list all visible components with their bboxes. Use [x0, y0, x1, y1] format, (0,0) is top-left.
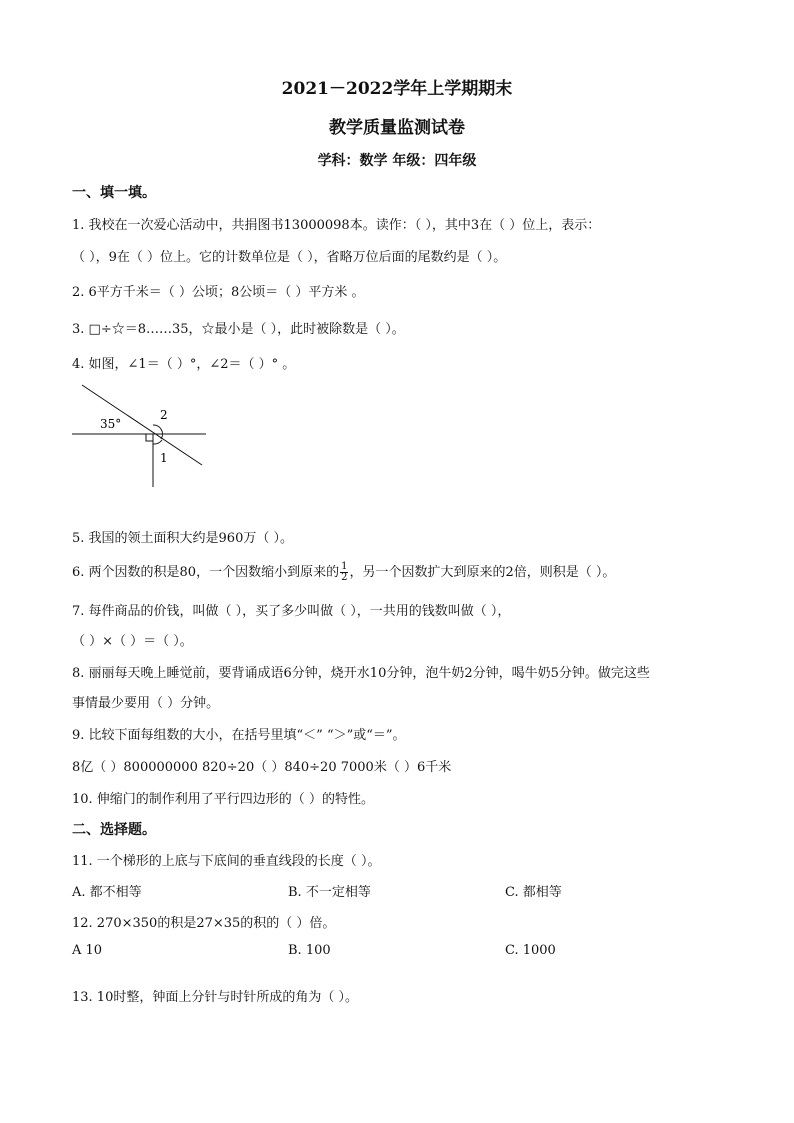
question-6-text-after: ，另一个因数扩大到原来的2倍，则积是（ ）。 [349, 565, 616, 580]
q12-option-c: C. 1000 [505, 943, 556, 958]
question-13: 13. 10时整，钟面上分针与时针所成的角为（ ）。 [72, 990, 358, 1005]
question-5: 5. 我国的领土面积大约是960万（ ）。 [72, 531, 293, 546]
fraction-denominator: 2 [341, 572, 348, 583]
question-3: 3. □÷☆＝8……35，☆最小是（ ），此时被除数是（ ）。 [72, 322, 405, 337]
exam-title-year: 2021－2022学年上学期期末 [281, 79, 513, 99]
question-8-line1: 8. 丽丽每天晚上睡觉前，要背诵成语6分钟，烧开水10分钟，泡牛奶2分钟，喝牛奶5分钟。做完这些 [72, 666, 650, 681]
question-8-line2: 事情最少要用（ ）分钟。 [72, 696, 220, 711]
angle-label-2: 2 [160, 408, 168, 422]
angle-figure [66, 378, 226, 493]
q11-option-b: B. 不一定相等 [288, 885, 371, 900]
question-2: 2. 6平方千米＝（ ）公顷；8公顷＝（ ）平方米 。 [72, 285, 365, 300]
question-11: 11. 一个梯形的上底与下底间的垂直线段的长度（ ）。 [72, 854, 381, 869]
question-6-text-before: 6. 两个因数的积是80，一个因数缩小到原来的 [72, 565, 340, 580]
question-4: 4. 如图，∠1＝（ ）°，∠2＝（ ）° 。 [72, 357, 296, 372]
q12-option-b: B. 100 [288, 943, 331, 958]
right-angle-mark [146, 434, 153, 441]
question-7-line1: 7. 每件商品的价钱，叫做（ ），买了多少叫做（ ），一共用的钱数叫做（ ）， [72, 604, 511, 619]
question-7-line2: （ ）×（ ）＝（ ）。 [72, 634, 193, 649]
exam-title: 教学质量监测试卷 [329, 118, 465, 138]
q12-option-a: A 10 [72, 943, 103, 958]
question-9: 9. 比较下面每组数的大小，在括号里填“＜” “＞”或“＝”。 [72, 728, 406, 743]
angle-arc-2 [153, 425, 163, 439]
angle-label-1: 1 [160, 451, 168, 465]
fraction-one-half [340, 562, 348, 583]
question-9-comparisons: 8亿（ ）800000000 820÷20（ ）840÷20 7000米（ ）6千米 [72, 760, 452, 775]
angle-label-35: 35° [100, 417, 122, 431]
question-10: 10. 伸缩门的制作利用了平行四边形的（ ）的特性。 [72, 792, 374, 807]
fraction-numerator: 1 [341, 561, 348, 572]
angle-arc-1 [153, 440, 162, 444]
question-1-line2: （ ），9在（ ）位上。它的计数单位是（ ），省略万位后面的尾数约是（ ）。 [72, 250, 507, 265]
q11-option-a: A. 都不相等 [72, 885, 142, 900]
exam-subtitle: 学科：数学 年级：四年级 [317, 153, 477, 169]
section-heading-choice: 二、选择题。 [72, 822, 156, 838]
section-heading-fill: 一、填一填。 [72, 185, 156, 201]
q11-option-c: C. 都相等 [505, 885, 562, 900]
question-6 [72, 561, 615, 583]
question-1-line1: 1. 我校在一次爱心活动中，共捐图书13000098本。读作：（ ），其中3在（ ）位上，表示： [72, 218, 601, 233]
question-12: 12. 270×350的积是27×35的积的（ ）倍。 [72, 916, 336, 931]
